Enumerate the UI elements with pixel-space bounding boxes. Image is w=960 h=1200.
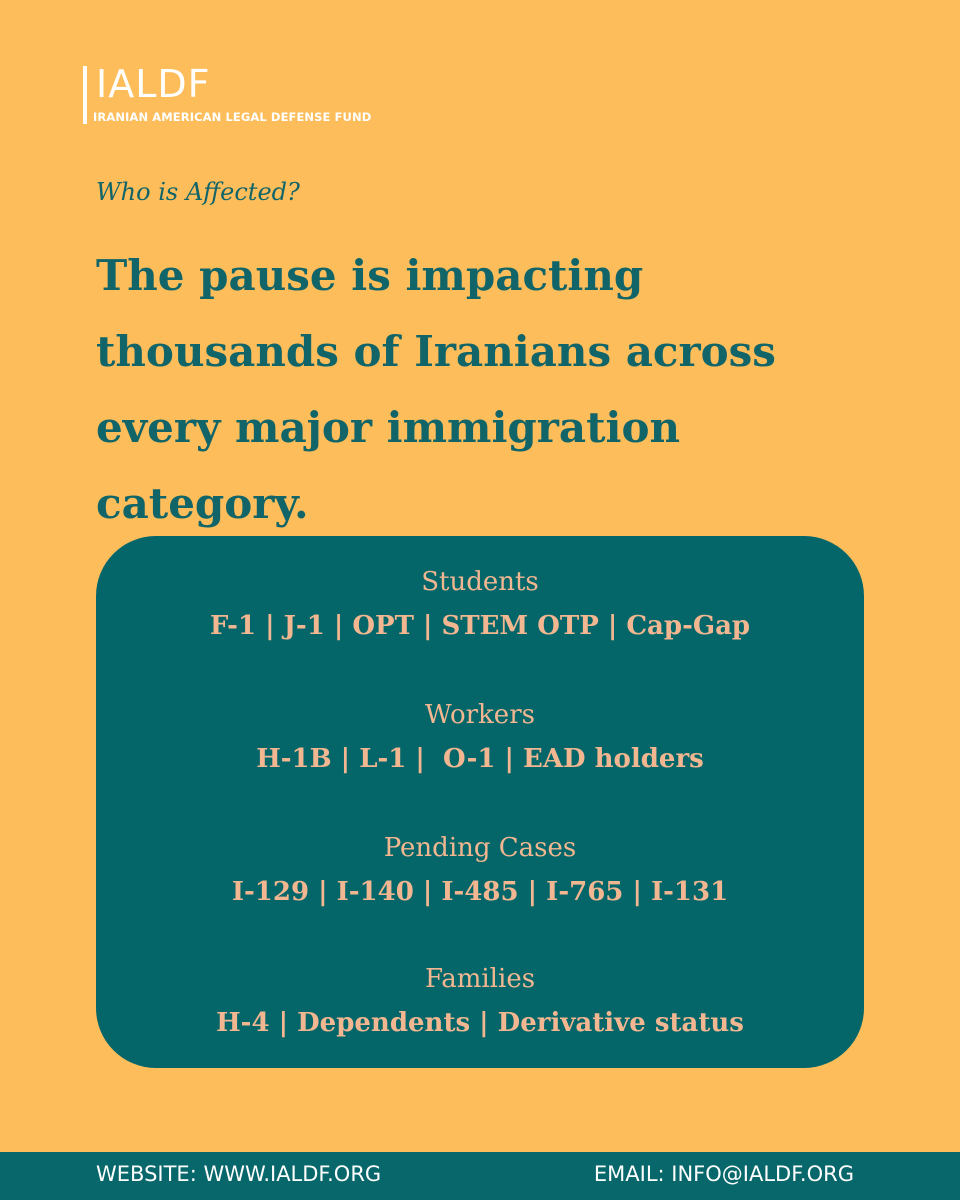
footer-bar	[0, 1152, 960, 1200]
ialdf-logo	[80, 60, 380, 140]
logo-subtitle: IRANIAN AMERICAN LEGAL DEFENSE FUND	[93, 110, 372, 124]
footer-email: EMAIL: INFO@IALDF.ORG	[593, 1162, 854, 1186]
category-workers	[96, 693, 864, 781]
logo-name: IALDF	[96, 62, 211, 106]
category-items: F-1 | J-1 | OPT | STEM OTP | Cap-Gap	[209, 611, 751, 641]
category-title: Students	[421, 567, 539, 597]
category-items: H-1B | L-1 | O-1 | EAD holders	[256, 744, 704, 774]
categories-panel	[96, 536, 864, 1068]
section-kicker: Who is Affected?	[96, 178, 300, 206]
page-headline: The pause is impacting thousands of Iranians across every major immigration category.	[96, 251, 776, 528]
category-items: I-129 | I-140 | I-485 | I-765 | I-131	[231, 877, 729, 907]
category-pending-cases	[96, 826, 864, 914]
logo-bar	[83, 66, 87, 124]
category-items: H-4 | Dependents | Derivative status	[216, 1008, 744, 1038]
category-students	[96, 560, 864, 648]
category-title: Families	[424, 964, 536, 994]
category-title: Pending Cases	[383, 833, 577, 863]
footer-website: WEBSITE: WWW.IALDF.ORG	[96, 1162, 382, 1186]
category-title: Workers	[425, 700, 535, 730]
category-families	[96, 957, 864, 1045]
